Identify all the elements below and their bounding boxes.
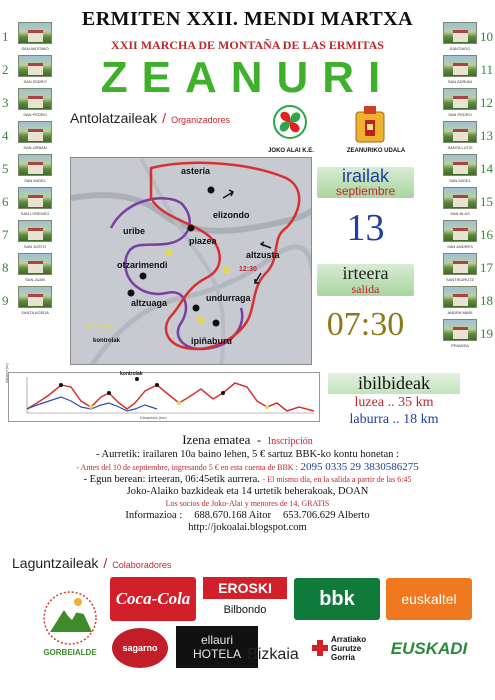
hermitage-photo [443, 22, 477, 44]
hermitage-number: 10 [480, 29, 493, 44]
info-line-4: Joko-Alaiko bazkideak eta 14 urtetik beherakoak, DOAN [126, 486, 369, 497]
hermitage-item [433, 121, 493, 154]
hermitage-item [433, 319, 493, 352]
event-title: ERMITEN XXII. MENDI MARTXA [81, 8, 414, 30]
hermitage-item [433, 286, 493, 319]
map-place-label: uribe [123, 226, 146, 236]
hermitage-item [433, 22, 493, 55]
profile-xlabel: Distantzia (km) [140, 415, 167, 420]
sponsor-sagarno-logo: sagarno [112, 628, 168, 668]
hermitage-name: SAN JUAN [25, 277, 45, 282]
sponsor-gorbeialde-logo [38, 578, 102, 666]
sponsor-bizkaia-logo: Bizkaia [247, 646, 299, 663]
hermitage-name: SAN PEDRO [23, 112, 47, 117]
hermitage-number: 16 [480, 227, 493, 242]
sponsor-gorbeialde-text: GORBEIALDE [43, 647, 97, 657]
hermitage-photo [18, 154, 52, 176]
map-place-label: otzarimendi [117, 260, 168, 270]
contact-label: Informazioa : [125, 510, 183, 521]
hermitage-item [2, 55, 62, 88]
hermitage-number: 9 [2, 293, 9, 308]
joko-alai-caption: JOKO ALAI K.E. [268, 148, 314, 154]
hermitage-photo [18, 187, 52, 209]
start-label-box [317, 264, 414, 296]
hermitage-number: 6 [2, 194, 9, 209]
map-place-label: ipiñaburu [191, 336, 232, 346]
website-link[interactable]: http://jokoalai.blogspot.com [188, 522, 307, 533]
sponsors-label-eu: Laguntzaileak [12, 555, 99, 571]
profile-legend: kontrolak [120, 371, 143, 377]
hermitage-photo [443, 55, 477, 77]
hermitage-item [433, 187, 493, 220]
hermitage-item [2, 22, 62, 55]
hermitage-number: 12 [480, 95, 493, 110]
event-subtitle: XXII MARCHA DE MONTAÑA DE LAS ERMITAS [111, 38, 384, 52]
hermitage-photo [443, 220, 477, 242]
contact-aitor: 688.670.168 Aitor [194, 510, 271, 521]
hermitage-photo [18, 55, 52, 77]
bank-account: 2095 0335 29 3830586275 [300, 461, 419, 473]
hermitage-item [2, 154, 62, 187]
profile-ylabel: Altuera (m) [4, 363, 9, 383]
route-short: laburra .. 18 km [349, 412, 439, 427]
hermitage-photo [443, 121, 477, 143]
routes-title: ibilbideak [328, 373, 460, 394]
hermitage-name: SAN MIGEL [24, 178, 46, 183]
separator: / [162, 110, 167, 126]
hermitage-item [433, 55, 493, 88]
date-month-box [317, 167, 414, 198]
hermitage-name: SAN ISIDRO [23, 79, 47, 84]
map-place-label: undurraga [206, 293, 251, 303]
hermitage-number: 14 [480, 161, 493, 176]
hermitage-number: 8 [2, 260, 9, 275]
route-long: luzea .. 35 km [354, 395, 434, 410]
town-name: ZEANURI [100, 53, 395, 102]
sponsor-gurutze-gorria-text: Arratiako Gurutze Gorria [331, 634, 367, 662]
map-place-label: elizondo [213, 210, 250, 220]
info-line-3-eu: - Egun berean: irteeran, 06:45etik aurrera. [83, 474, 260, 485]
start-box [317, 264, 414, 296]
map-place-label: altzuaga [131, 298, 168, 308]
hermitage-name: PRIADEA [451, 343, 469, 348]
organizers-label [70, 110, 230, 126]
registration-info [0, 432, 495, 534]
contact-alberto: 653.706.629 Alberto [282, 510, 370, 521]
hermitage-photo [18, 88, 52, 110]
sponsor-euskadi-logo: EUSKADI [390, 639, 468, 658]
sponsors-label [12, 555, 171, 571]
month-eu: irailak [341, 166, 389, 186]
hermitage-number: 15 [480, 194, 493, 209]
gorbeialde-emblem-icon [42, 588, 98, 648]
hermitage-photo [18, 220, 52, 242]
info-line-2-es: - Antes del 10 de septiembre, ingresando 5 € en esta cuenta de BBK : [76, 463, 298, 472]
map-place-label: altzusta [246, 250, 280, 260]
hermitage-list-left [2, 22, 62, 319]
hermitage-item [2, 286, 62, 319]
registration-heading-eu: Izena ematea [182, 432, 251, 447]
zeanuri-udala-logo [355, 104, 385, 144]
hermitage-item [2, 88, 62, 121]
start-eu: irteera [342, 263, 389, 283]
sponsor-cocacola-logo: Coca-Cola [110, 577, 196, 621]
month-label-box [317, 167, 414, 198]
map-time-label: 12:30 [239, 266, 257, 273]
red-cross-icon [312, 640, 328, 656]
hermitage-photo [18, 286, 52, 308]
map-legend-control: kontrolak [93, 338, 121, 344]
hermitage-item [433, 88, 493, 121]
hermitage-photo [443, 286, 477, 308]
hermitage-name: SANTIAGO [449, 46, 471, 51]
sponsor-bbk-logo: bbk [294, 578, 380, 620]
registration-heading-es: Inscripción [267, 436, 313, 447]
hermitage-number: 2 [2, 62, 9, 77]
event-day: 13 [346, 207, 385, 249]
start-es: salida [351, 282, 380, 296]
hermitage-number: 17 [480, 260, 493, 275]
hermitage-number: 18 [480, 293, 493, 308]
hermitage-item [2, 253, 62, 286]
sponsor-ellauri-logo: ellauri HOTELA [176, 626, 258, 668]
info-line-3-es: - El mismo día, en la salida a partir de las 6:45 [262, 475, 412, 484]
hermitage-photo [18, 253, 52, 275]
hermitage-item [2, 220, 62, 253]
hermitage-photo [443, 253, 477, 275]
hermitage-photo [18, 22, 52, 44]
map-place-label: piazea [189, 236, 217, 246]
info-line-2 [0, 461, 495, 474]
hermitage-number: 4 [2, 128, 9, 143]
hermitage-item [2, 121, 62, 154]
hermitage-number: 5 [2, 161, 9, 176]
info-line-1: - Aurretik: irailaren 10a baino lehen, 5 € sartuz BBK-ko kontu honetan : [96, 449, 399, 460]
start-time: 07:30 [326, 306, 405, 343]
month-es: septiembre [335, 184, 396, 198]
hermitage-number: 19 [480, 326, 493, 341]
sponsor-euskaltel-logo: euskaltel [386, 578, 472, 620]
hermitage-photo [443, 154, 477, 176]
hermitage-name: SANTIKURUTZ [446, 277, 474, 282]
organizers-label-eu: Antolatzaileak [70, 110, 158, 126]
hermitage-photo [18, 121, 52, 143]
hermitage-name: SAN PEDRO [448, 112, 472, 117]
hermitage-number: 13 [480, 128, 493, 143]
route-map-drawing [71, 158, 312, 365]
sponsor-bilbondo-text: Bilbondo [223, 604, 267, 616]
sponsor-eroski-logo: EROSKI [203, 577, 287, 599]
zeanuri-udala-caption: ZEANURIKO UDALA [346, 148, 406, 154]
hermitage-item [433, 253, 493, 286]
hermitage-item [433, 154, 493, 187]
map-legend-food: jan - edan [85, 324, 114, 330]
route-map [70, 157, 312, 365]
hermitage-name: SAN BLAS [450, 211, 470, 216]
hermitage-name: SAN ANTONIO [21, 46, 49, 51]
hermitage-number: 3 [2, 95, 9, 110]
info-line-3 [0, 474, 495, 486]
registration-heading: Izena ematea - Inscripción [182, 432, 313, 447]
hermitage-photo [443, 319, 477, 341]
elevation-profile-chart [9, 373, 319, 421]
sponsor-gurutze-gorria-logo [312, 628, 380, 668]
sponsors-label-es: Colaboradores [112, 560, 172, 570]
organizers-label-es: Organizadores [171, 115, 231, 125]
hermitage-number: 7 [2, 227, 9, 242]
hermitage-name: SAN LORENZO [20, 211, 50, 216]
hermitage-name: SAN ADRIAN [447, 79, 473, 84]
contacts [0, 510, 495, 522]
hermitage-name: SAN MIGEL [449, 178, 471, 183]
hermitage-photo [443, 88, 477, 110]
map-place-label: asteria [181, 166, 211, 176]
hermitage-item [433, 220, 493, 253]
joko-alai-logo [270, 104, 310, 140]
hermitage-item [2, 187, 62, 220]
hermitage-name: SAN JUSTO [23, 244, 47, 249]
routes-box [328, 373, 460, 428]
hermitage-list-right [433, 22, 493, 352]
hermitage-number: 11 [480, 62, 493, 77]
hermitage-name: SAN ANDRES [447, 244, 473, 249]
info-line-4-es: Los socios de Joko-Alai y menores de 14, GRATIS [165, 499, 330, 508]
hermitage-name: SAN URBAN [23, 145, 47, 150]
hermitage-name: ANDRA MARI [447, 310, 473, 315]
hermitage-name: SANTA AGEDA [21, 310, 49, 315]
hermitage-photo [443, 187, 477, 209]
hermitage-name: SANTA LUTZI [447, 145, 473, 150]
separator: / [103, 555, 108, 571]
hermitage-number: 1 [2, 29, 9, 44]
